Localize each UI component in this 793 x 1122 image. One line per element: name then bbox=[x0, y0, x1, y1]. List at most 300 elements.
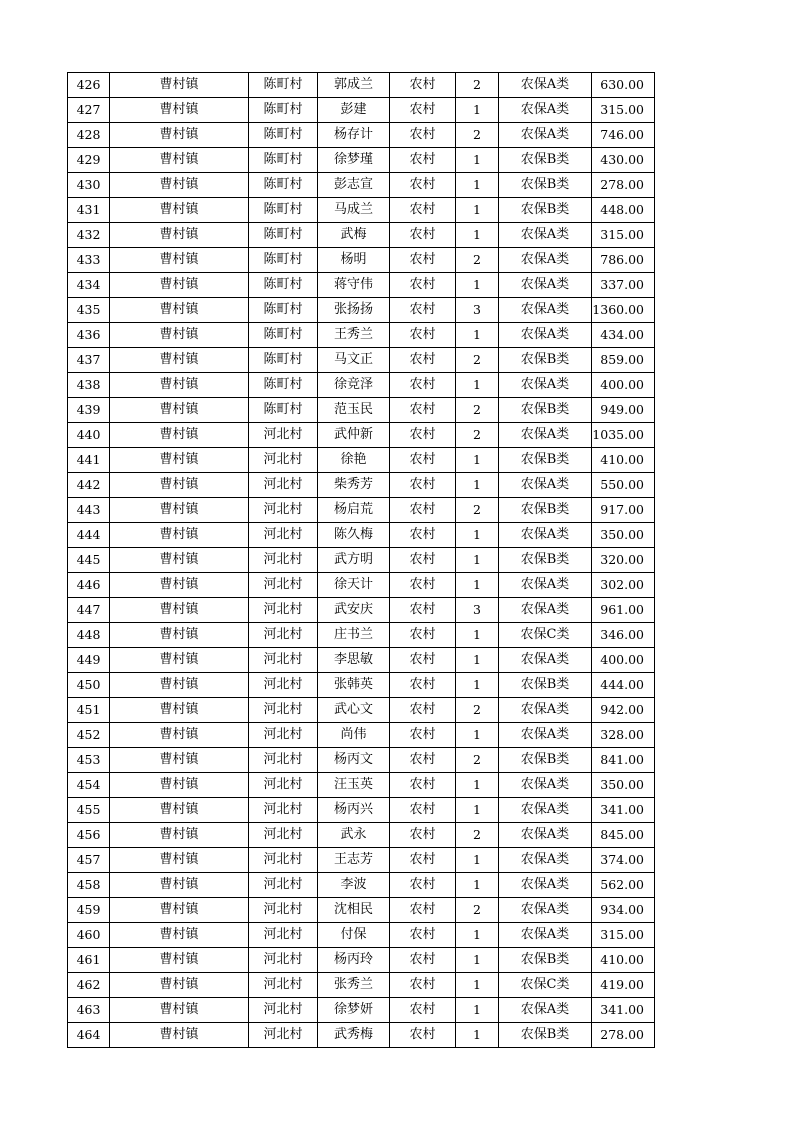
insurance-class-cell: 农保A类 bbox=[499, 848, 592, 873]
household-size-cell: 3 bbox=[456, 298, 499, 323]
amount-cell: 949.00 bbox=[592, 398, 655, 423]
table-row bbox=[68, 648, 655, 673]
household-size-cell: 2 bbox=[456, 898, 499, 923]
category-cell: 农村 bbox=[390, 223, 456, 248]
row-number-cell: 445 bbox=[68, 548, 110, 573]
insurance-class-cell: 农保B类 bbox=[499, 498, 592, 523]
amount-cell: 444.00 bbox=[592, 673, 655, 698]
name-cell: 武永 bbox=[318, 823, 390, 848]
insurance-class-cell: 农保A类 bbox=[499, 298, 592, 323]
category-cell: 农村 bbox=[390, 648, 456, 673]
village-cell: 陈町村 bbox=[249, 98, 318, 123]
village-cell: 河北村 bbox=[249, 598, 318, 623]
amount-cell: 550.00 bbox=[592, 473, 655, 498]
town-cell: 曹村镇 bbox=[110, 573, 249, 598]
household-size-cell: 1 bbox=[456, 973, 499, 998]
insurance-class-cell: 农保A类 bbox=[499, 473, 592, 498]
household-size-cell: 1 bbox=[456, 523, 499, 548]
table-row bbox=[68, 898, 655, 923]
row-number-cell: 458 bbox=[68, 873, 110, 898]
category-cell: 农村 bbox=[390, 748, 456, 773]
amount-cell: 400.00 bbox=[592, 648, 655, 673]
amount-cell: 315.00 bbox=[592, 923, 655, 948]
amount-cell: 320.00 bbox=[592, 548, 655, 573]
table-row bbox=[68, 98, 655, 123]
town-cell: 曹村镇 bbox=[110, 348, 249, 373]
name-cell: 张扬扬 bbox=[318, 298, 390, 323]
village-cell: 陈町村 bbox=[249, 273, 318, 298]
name-cell: 武心文 bbox=[318, 698, 390, 723]
insurance-class-cell: 农保B类 bbox=[499, 548, 592, 573]
town-cell: 曹村镇 bbox=[110, 523, 249, 548]
village-cell: 河北村 bbox=[249, 698, 318, 723]
name-cell: 李思敏 bbox=[318, 648, 390, 673]
household-size-cell: 2 bbox=[456, 123, 499, 148]
table-row bbox=[68, 698, 655, 723]
table-row bbox=[68, 723, 655, 748]
row-number-cell: 460 bbox=[68, 923, 110, 948]
household-size-cell: 1 bbox=[456, 273, 499, 298]
amount-cell: 961.00 bbox=[592, 598, 655, 623]
row-number-cell: 453 bbox=[68, 748, 110, 773]
category-cell: 农村 bbox=[390, 198, 456, 223]
town-cell: 曹村镇 bbox=[110, 848, 249, 873]
category-cell: 农村 bbox=[390, 598, 456, 623]
town-cell: 曹村镇 bbox=[110, 898, 249, 923]
assistance-table bbox=[67, 72, 655, 1048]
village-cell: 陈町村 bbox=[249, 198, 318, 223]
amount-cell: 341.00 bbox=[592, 998, 655, 1023]
village-cell: 陈町村 bbox=[249, 148, 318, 173]
household-size-cell: 1 bbox=[456, 548, 499, 573]
village-cell: 河北村 bbox=[249, 648, 318, 673]
category-cell: 农村 bbox=[390, 273, 456, 298]
table-row bbox=[68, 448, 655, 473]
amount-cell: 374.00 bbox=[592, 848, 655, 873]
name-cell: 彭志宣 bbox=[318, 173, 390, 198]
insurance-class-cell: 农保A类 bbox=[499, 98, 592, 123]
household-size-cell: 1 bbox=[456, 623, 499, 648]
name-cell: 张秀兰 bbox=[318, 973, 390, 998]
town-cell: 曹村镇 bbox=[110, 623, 249, 648]
town-cell: 曹村镇 bbox=[110, 998, 249, 1023]
insurance-class-cell: 农保A类 bbox=[499, 123, 592, 148]
amount-cell: 434.00 bbox=[592, 323, 655, 348]
insurance-class-cell: 农保A类 bbox=[499, 723, 592, 748]
amount-cell: 337.00 bbox=[592, 273, 655, 298]
insurance-class-cell: 农保A类 bbox=[499, 923, 592, 948]
name-cell: 徐艳 bbox=[318, 448, 390, 473]
insurance-class-cell: 农保A类 bbox=[499, 273, 592, 298]
village-cell: 陈町村 bbox=[249, 73, 318, 98]
name-cell: 张韩英 bbox=[318, 673, 390, 698]
category-cell: 农村 bbox=[390, 923, 456, 948]
village-cell: 陈町村 bbox=[249, 223, 318, 248]
insurance-class-cell: 农保C类 bbox=[499, 623, 592, 648]
household-size-cell: 1 bbox=[456, 998, 499, 1023]
category-cell: 农村 bbox=[390, 898, 456, 923]
name-cell: 徐竞泽 bbox=[318, 373, 390, 398]
household-size-cell: 1 bbox=[456, 1023, 499, 1048]
name-cell: 范玉民 bbox=[318, 398, 390, 423]
household-size-cell: 1 bbox=[456, 848, 499, 873]
household-size-cell: 1 bbox=[456, 948, 499, 973]
insurance-class-cell: 农保A类 bbox=[499, 773, 592, 798]
town-cell: 曹村镇 bbox=[110, 398, 249, 423]
table-row bbox=[68, 173, 655, 198]
amount-cell: 1035.00 bbox=[592, 423, 655, 448]
town-cell: 曹村镇 bbox=[110, 223, 249, 248]
name-cell: 马成兰 bbox=[318, 198, 390, 223]
town-cell: 曹村镇 bbox=[110, 548, 249, 573]
household-size-cell: 3 bbox=[456, 598, 499, 623]
table-row bbox=[68, 973, 655, 998]
table-row bbox=[68, 998, 655, 1023]
category-cell: 农村 bbox=[390, 98, 456, 123]
row-number-cell: 431 bbox=[68, 198, 110, 223]
town-cell: 曹村镇 bbox=[110, 648, 249, 673]
insurance-class-cell: 农保A类 bbox=[499, 323, 592, 348]
table-row bbox=[68, 1023, 655, 1048]
town-cell: 曹村镇 bbox=[110, 373, 249, 398]
row-number-cell: 435 bbox=[68, 298, 110, 323]
table-row bbox=[68, 873, 655, 898]
insurance-class-cell: 农保C类 bbox=[499, 973, 592, 998]
household-size-cell: 1 bbox=[456, 773, 499, 798]
village-cell: 河北村 bbox=[249, 673, 318, 698]
insurance-class-cell: 农保B类 bbox=[499, 1023, 592, 1048]
insurance-class-cell: 农保A类 bbox=[499, 648, 592, 673]
insurance-class-cell: 农保B类 bbox=[499, 398, 592, 423]
table-row bbox=[68, 948, 655, 973]
town-cell: 曹村镇 bbox=[110, 73, 249, 98]
household-size-cell: 1 bbox=[456, 148, 499, 173]
insurance-class-cell: 农保B类 bbox=[499, 198, 592, 223]
household-size-cell: 1 bbox=[456, 798, 499, 823]
insurance-class-cell: 农保A类 bbox=[499, 798, 592, 823]
village-cell: 河北村 bbox=[249, 423, 318, 448]
village-cell: 河北村 bbox=[249, 623, 318, 648]
village-cell: 河北村 bbox=[249, 848, 318, 873]
name-cell: 郭成兰 bbox=[318, 73, 390, 98]
category-cell: 农村 bbox=[390, 548, 456, 573]
insurance-class-cell: 农保A类 bbox=[499, 598, 592, 623]
row-number-cell: 461 bbox=[68, 948, 110, 973]
category-cell: 农村 bbox=[390, 123, 456, 148]
table-row bbox=[68, 223, 655, 248]
insurance-class-cell: 农保A类 bbox=[499, 873, 592, 898]
name-cell: 徐梦妍 bbox=[318, 998, 390, 1023]
category-cell: 农村 bbox=[390, 298, 456, 323]
table-row bbox=[68, 473, 655, 498]
category-cell: 农村 bbox=[390, 498, 456, 523]
name-cell: 汪玉英 bbox=[318, 773, 390, 798]
row-number-cell: 455 bbox=[68, 798, 110, 823]
name-cell: 杨存计 bbox=[318, 123, 390, 148]
town-cell: 曹村镇 bbox=[110, 698, 249, 723]
town-cell: 曹村镇 bbox=[110, 148, 249, 173]
table-row bbox=[68, 548, 655, 573]
insurance-class-cell: 农保A类 bbox=[499, 373, 592, 398]
name-cell: 彭建 bbox=[318, 98, 390, 123]
table-row bbox=[68, 373, 655, 398]
amount-cell: 341.00 bbox=[592, 798, 655, 823]
amount-cell: 786.00 bbox=[592, 248, 655, 273]
town-cell: 曹村镇 bbox=[110, 448, 249, 473]
household-size-cell: 1 bbox=[456, 198, 499, 223]
table-row bbox=[68, 323, 655, 348]
row-number-cell: 437 bbox=[68, 348, 110, 373]
name-cell: 李波 bbox=[318, 873, 390, 898]
insurance-class-cell: 农保B类 bbox=[499, 448, 592, 473]
insurance-class-cell: 农保A类 bbox=[499, 573, 592, 598]
row-number-cell: 439 bbox=[68, 398, 110, 423]
table-row bbox=[68, 923, 655, 948]
row-number-cell: 448 bbox=[68, 623, 110, 648]
town-cell: 曹村镇 bbox=[110, 923, 249, 948]
amount-cell: 562.00 bbox=[592, 873, 655, 898]
row-number-cell: 432 bbox=[68, 223, 110, 248]
household-size-cell: 2 bbox=[456, 748, 499, 773]
amount-cell: 278.00 bbox=[592, 1023, 655, 1048]
town-cell: 曹村镇 bbox=[110, 748, 249, 773]
household-size-cell: 2 bbox=[456, 348, 499, 373]
village-cell: 陈町村 bbox=[249, 348, 318, 373]
amount-cell: 448.00 bbox=[592, 198, 655, 223]
table-row bbox=[68, 298, 655, 323]
category-cell: 农村 bbox=[390, 848, 456, 873]
category-cell: 农村 bbox=[390, 148, 456, 173]
table-row bbox=[68, 273, 655, 298]
amount-cell: 942.00 bbox=[592, 698, 655, 723]
amount-cell: 419.00 bbox=[592, 973, 655, 998]
town-cell: 曹村镇 bbox=[110, 98, 249, 123]
amount-cell: 630.00 bbox=[592, 73, 655, 98]
name-cell: 蒋守伟 bbox=[318, 273, 390, 298]
table-row bbox=[68, 823, 655, 848]
town-cell: 曹村镇 bbox=[110, 323, 249, 348]
row-number-cell: 447 bbox=[68, 598, 110, 623]
category-cell: 农村 bbox=[390, 448, 456, 473]
category-cell: 农村 bbox=[390, 773, 456, 798]
insurance-class-cell: 农保A类 bbox=[499, 698, 592, 723]
category-cell: 农村 bbox=[390, 323, 456, 348]
town-cell: 曹村镇 bbox=[110, 948, 249, 973]
household-size-cell: 2 bbox=[456, 73, 499, 98]
town-cell: 曹村镇 bbox=[110, 723, 249, 748]
name-cell: 杨丙文 bbox=[318, 748, 390, 773]
row-number-cell: 426 bbox=[68, 73, 110, 98]
name-cell: 庄书兰 bbox=[318, 623, 390, 648]
village-cell: 河北村 bbox=[249, 573, 318, 598]
amount-cell: 328.00 bbox=[592, 723, 655, 748]
name-cell: 武梅 bbox=[318, 223, 390, 248]
village-cell: 陈町村 bbox=[249, 323, 318, 348]
town-cell: 曹村镇 bbox=[110, 673, 249, 698]
name-cell: 杨丙兴 bbox=[318, 798, 390, 823]
category-cell: 农村 bbox=[390, 823, 456, 848]
insurance-class-cell: 农保B类 bbox=[499, 348, 592, 373]
household-size-cell: 1 bbox=[456, 223, 499, 248]
insurance-class-cell: 农保A类 bbox=[499, 823, 592, 848]
category-cell: 农村 bbox=[390, 698, 456, 723]
town-cell: 曹村镇 bbox=[110, 473, 249, 498]
town-cell: 曹村镇 bbox=[110, 123, 249, 148]
insurance-class-cell: 农保B类 bbox=[499, 948, 592, 973]
category-cell: 农村 bbox=[390, 973, 456, 998]
insurance-class-cell: 农保A类 bbox=[499, 73, 592, 98]
village-cell: 河北村 bbox=[249, 873, 318, 898]
name-cell: 王志芳 bbox=[318, 848, 390, 873]
amount-cell: 934.00 bbox=[592, 898, 655, 923]
household-size-cell: 2 bbox=[456, 248, 499, 273]
village-cell: 河北村 bbox=[249, 473, 318, 498]
table-row bbox=[68, 798, 655, 823]
category-cell: 农村 bbox=[390, 398, 456, 423]
name-cell: 杨丙玲 bbox=[318, 948, 390, 973]
household-size-cell: 1 bbox=[456, 648, 499, 673]
row-number-cell: 464 bbox=[68, 1023, 110, 1048]
row-number-cell: 452 bbox=[68, 723, 110, 748]
name-cell: 武安庆 bbox=[318, 598, 390, 623]
table-row bbox=[68, 423, 655, 448]
insurance-class-cell: 农保B类 bbox=[499, 673, 592, 698]
household-size-cell: 1 bbox=[456, 173, 499, 198]
amount-cell: 430.00 bbox=[592, 148, 655, 173]
table-row bbox=[68, 398, 655, 423]
row-number-cell: 459 bbox=[68, 898, 110, 923]
village-cell: 河北村 bbox=[249, 498, 318, 523]
amount-cell: 746.00 bbox=[592, 123, 655, 148]
household-size-cell: 1 bbox=[456, 473, 499, 498]
row-number-cell: 436 bbox=[68, 323, 110, 348]
town-cell: 曹村镇 bbox=[110, 198, 249, 223]
table-row bbox=[68, 848, 655, 873]
amount-cell: 302.00 bbox=[592, 573, 655, 598]
category-cell: 农村 bbox=[390, 998, 456, 1023]
town-cell: 曹村镇 bbox=[110, 973, 249, 998]
amount-cell: 841.00 bbox=[592, 748, 655, 773]
village-cell: 河北村 bbox=[249, 773, 318, 798]
amount-cell: 410.00 bbox=[592, 448, 655, 473]
village-cell: 河北村 bbox=[249, 923, 318, 948]
town-cell: 曹村镇 bbox=[110, 298, 249, 323]
row-number-cell: 433 bbox=[68, 248, 110, 273]
name-cell: 马文正 bbox=[318, 348, 390, 373]
insurance-class-cell: 农保A类 bbox=[499, 898, 592, 923]
row-number-cell: 438 bbox=[68, 373, 110, 398]
table-row bbox=[68, 248, 655, 273]
village-cell: 河北村 bbox=[249, 1023, 318, 1048]
row-number-cell: 443 bbox=[68, 498, 110, 523]
row-number-cell: 450 bbox=[68, 673, 110, 698]
name-cell: 徐梦瑾 bbox=[318, 148, 390, 173]
row-number-cell: 428 bbox=[68, 123, 110, 148]
name-cell: 武秀梅 bbox=[318, 1023, 390, 1048]
table-row bbox=[68, 623, 655, 648]
row-number-cell: 427 bbox=[68, 98, 110, 123]
name-cell: 武仲新 bbox=[318, 423, 390, 448]
row-number-cell: 462 bbox=[68, 973, 110, 998]
town-cell: 曹村镇 bbox=[110, 173, 249, 198]
insurance-class-cell: 农保A类 bbox=[499, 223, 592, 248]
amount-cell: 315.00 bbox=[592, 223, 655, 248]
table-row bbox=[68, 598, 655, 623]
amount-cell: 400.00 bbox=[592, 373, 655, 398]
household-size-cell: 2 bbox=[456, 823, 499, 848]
village-cell: 陈町村 bbox=[249, 398, 318, 423]
table-row bbox=[68, 673, 655, 698]
insurance-class-cell: 农保A类 bbox=[499, 423, 592, 448]
village-cell: 河北村 bbox=[249, 548, 318, 573]
table-row bbox=[68, 573, 655, 598]
village-cell: 河北村 bbox=[249, 998, 318, 1023]
insurance-class-cell: 农保A类 bbox=[499, 998, 592, 1023]
row-number-cell: 451 bbox=[68, 698, 110, 723]
town-cell: 曹村镇 bbox=[110, 598, 249, 623]
category-cell: 农村 bbox=[390, 798, 456, 823]
amount-cell: 278.00 bbox=[592, 173, 655, 198]
row-number-cell: 457 bbox=[68, 848, 110, 873]
name-cell: 陈久梅 bbox=[318, 523, 390, 548]
town-cell: 曹村镇 bbox=[110, 823, 249, 848]
category-cell: 农村 bbox=[390, 948, 456, 973]
town-cell: 曹村镇 bbox=[110, 773, 249, 798]
row-number-cell: 441 bbox=[68, 448, 110, 473]
village-cell: 河北村 bbox=[249, 523, 318, 548]
village-cell: 河北村 bbox=[249, 448, 318, 473]
row-number-cell: 429 bbox=[68, 148, 110, 173]
amount-cell: 859.00 bbox=[592, 348, 655, 373]
household-size-cell: 1 bbox=[456, 573, 499, 598]
town-cell: 曹村镇 bbox=[110, 498, 249, 523]
table-row bbox=[68, 148, 655, 173]
row-number-cell: 444 bbox=[68, 523, 110, 548]
insurance-class-cell: 农保A类 bbox=[499, 523, 592, 548]
village-cell: 陈町村 bbox=[249, 248, 318, 273]
town-cell: 曹村镇 bbox=[110, 873, 249, 898]
row-number-cell: 442 bbox=[68, 473, 110, 498]
category-cell: 农村 bbox=[390, 623, 456, 648]
village-cell: 河北村 bbox=[249, 973, 318, 998]
category-cell: 农村 bbox=[390, 248, 456, 273]
name-cell: 杨启荒 bbox=[318, 498, 390, 523]
category-cell: 农村 bbox=[390, 173, 456, 198]
household-size-cell: 1 bbox=[456, 673, 499, 698]
category-cell: 农村 bbox=[390, 673, 456, 698]
category-cell: 农村 bbox=[390, 723, 456, 748]
row-number-cell: 456 bbox=[68, 823, 110, 848]
row-number-cell: 449 bbox=[68, 648, 110, 673]
town-cell: 曹村镇 bbox=[110, 1023, 249, 1048]
name-cell: 付保 bbox=[318, 923, 390, 948]
category-cell: 农村 bbox=[390, 1023, 456, 1048]
household-size-cell: 2 bbox=[456, 498, 499, 523]
amount-cell: 1360.00 bbox=[592, 298, 655, 323]
insurance-class-cell: 农保B类 bbox=[499, 148, 592, 173]
name-cell: 柴秀芳 bbox=[318, 473, 390, 498]
amount-cell: 917.00 bbox=[592, 498, 655, 523]
name-cell: 沈相民 bbox=[318, 898, 390, 923]
category-cell: 农村 bbox=[390, 423, 456, 448]
household-size-cell: 1 bbox=[456, 373, 499, 398]
category-cell: 农村 bbox=[390, 873, 456, 898]
row-number-cell: 440 bbox=[68, 423, 110, 448]
household-size-cell: 1 bbox=[456, 98, 499, 123]
town-cell: 曹村镇 bbox=[110, 798, 249, 823]
table-row bbox=[68, 198, 655, 223]
table-row bbox=[68, 498, 655, 523]
